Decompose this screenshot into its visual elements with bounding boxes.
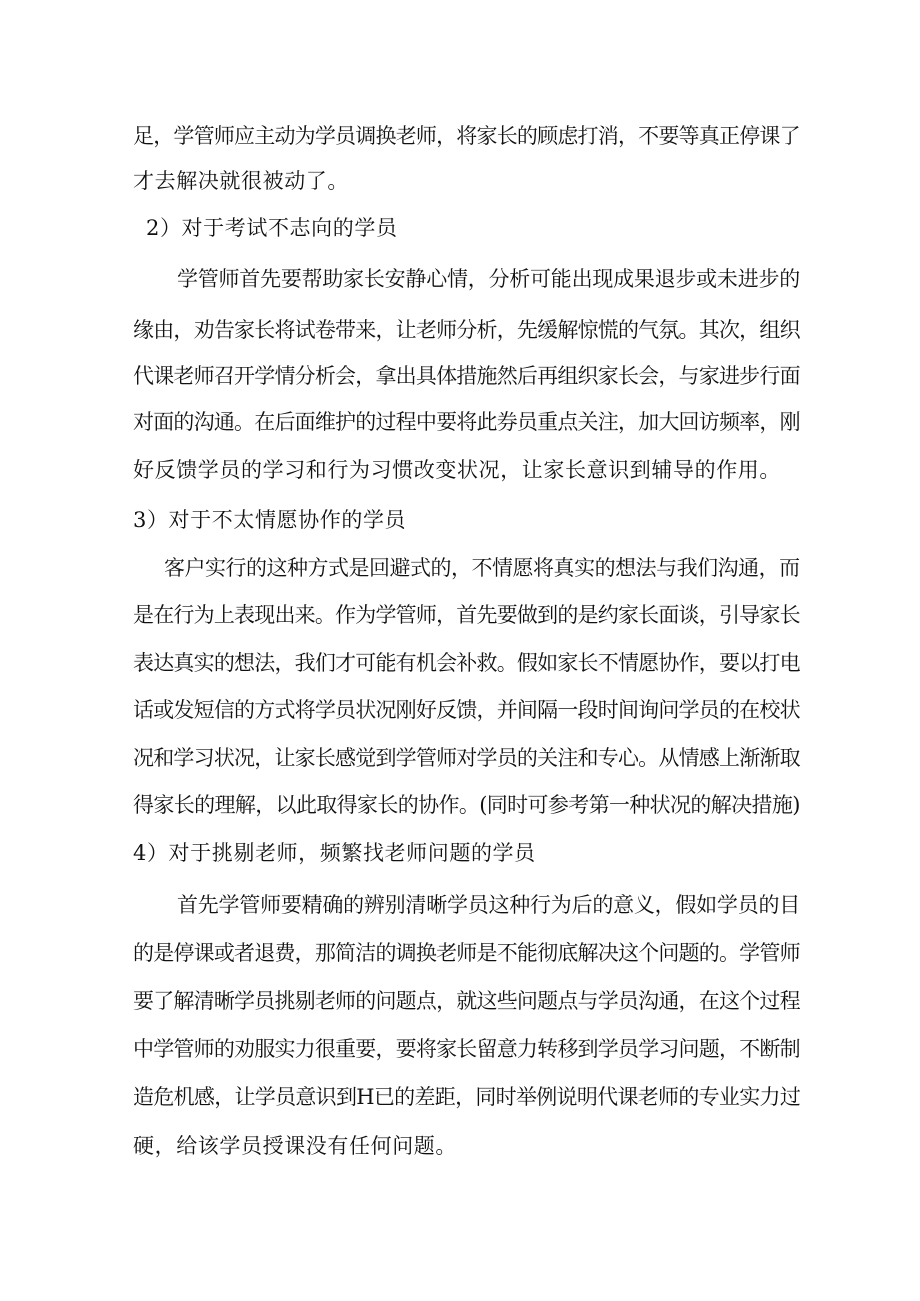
text-line: 是在行为上表现出来。作为学管师，首先要做到的是约家长面谈，引导家长 xyxy=(133,603,800,627)
text-line: 得家长的理解，以此取得家长的协作。(同时可参考第一种状况的解决措施) xyxy=(133,793,800,817)
text-line: 学管师首先要帮助家长安静心情，分析可能出现成果退步或未进步的 xyxy=(177,267,800,291)
text-line: 首先学管师要精确的辨别清晰学员这种行为后的意义，假如学员的目 xyxy=(177,893,800,917)
text-line: 况和学习状况，让家长感觉到学管师对学员的关注和专心。从情感上渐渐取 xyxy=(133,746,800,770)
text-line: 话或发短信的方式将学员状况刚好反馈，并间隔一段时间询问学员的在校状 xyxy=(133,698,800,722)
text-line: 中学管师的劝服实力很重要，要将家长留意力转移到学员学习问题，不断制 xyxy=(133,1037,800,1061)
text-line: 好反馈学员的学习和行为习惯改变状况，让家长意识到辅导的作用。 xyxy=(133,458,781,482)
text-line: 要了解清晰学员挑剔老师的问题点，就这些问题点与学员沟通，在这个过程 xyxy=(133,989,800,1013)
section-heading: 3）对于不太情愿协作的学员 xyxy=(133,508,407,532)
text-line: 对面的沟通。在后面维护的过程中要将此券员重点关注，加大回访频率，刚 xyxy=(133,410,800,434)
text-line: 造危机感，让学员意识到H已的差距，同时举例说明代课老师的专业实力过 xyxy=(133,1085,801,1109)
section-heading: 4）对于挑剔老师，频繁找老师问题的学员 xyxy=(133,841,536,865)
text-line: 硬，给该学员授课没有任何问题。 xyxy=(133,1134,457,1158)
text-line: 表达真实的想法，我们才可能有机会补救。假如家长不情愿协作，要以打电 xyxy=(133,651,800,675)
text-line: 缘由，劝告家长将试卷带来，让老师分析，先缓解惊慌的气氛。其次，组织 xyxy=(133,318,800,342)
text-line: 代课老师召开学情分析会，拿出具体措施然后再组织家长会，与家进步行面 xyxy=(133,364,800,388)
text-line: 才去解决就很被动了。 xyxy=(133,169,349,193)
text-line: 客户实行的这种方式是回避式的，不情愿将真实的想法与我们沟通，而 xyxy=(164,556,800,580)
section-heading: 2）对于考试不志向的学员 xyxy=(146,216,398,240)
text-line: 足，学管师应主动为学员调换老师，将家长的顾虑打消，不要等真正停课了 xyxy=(133,124,800,148)
text-line: 的是停课或者退费，那简洁的调换老师是不能彻底解决这个问题的。学管师 xyxy=(133,941,800,965)
